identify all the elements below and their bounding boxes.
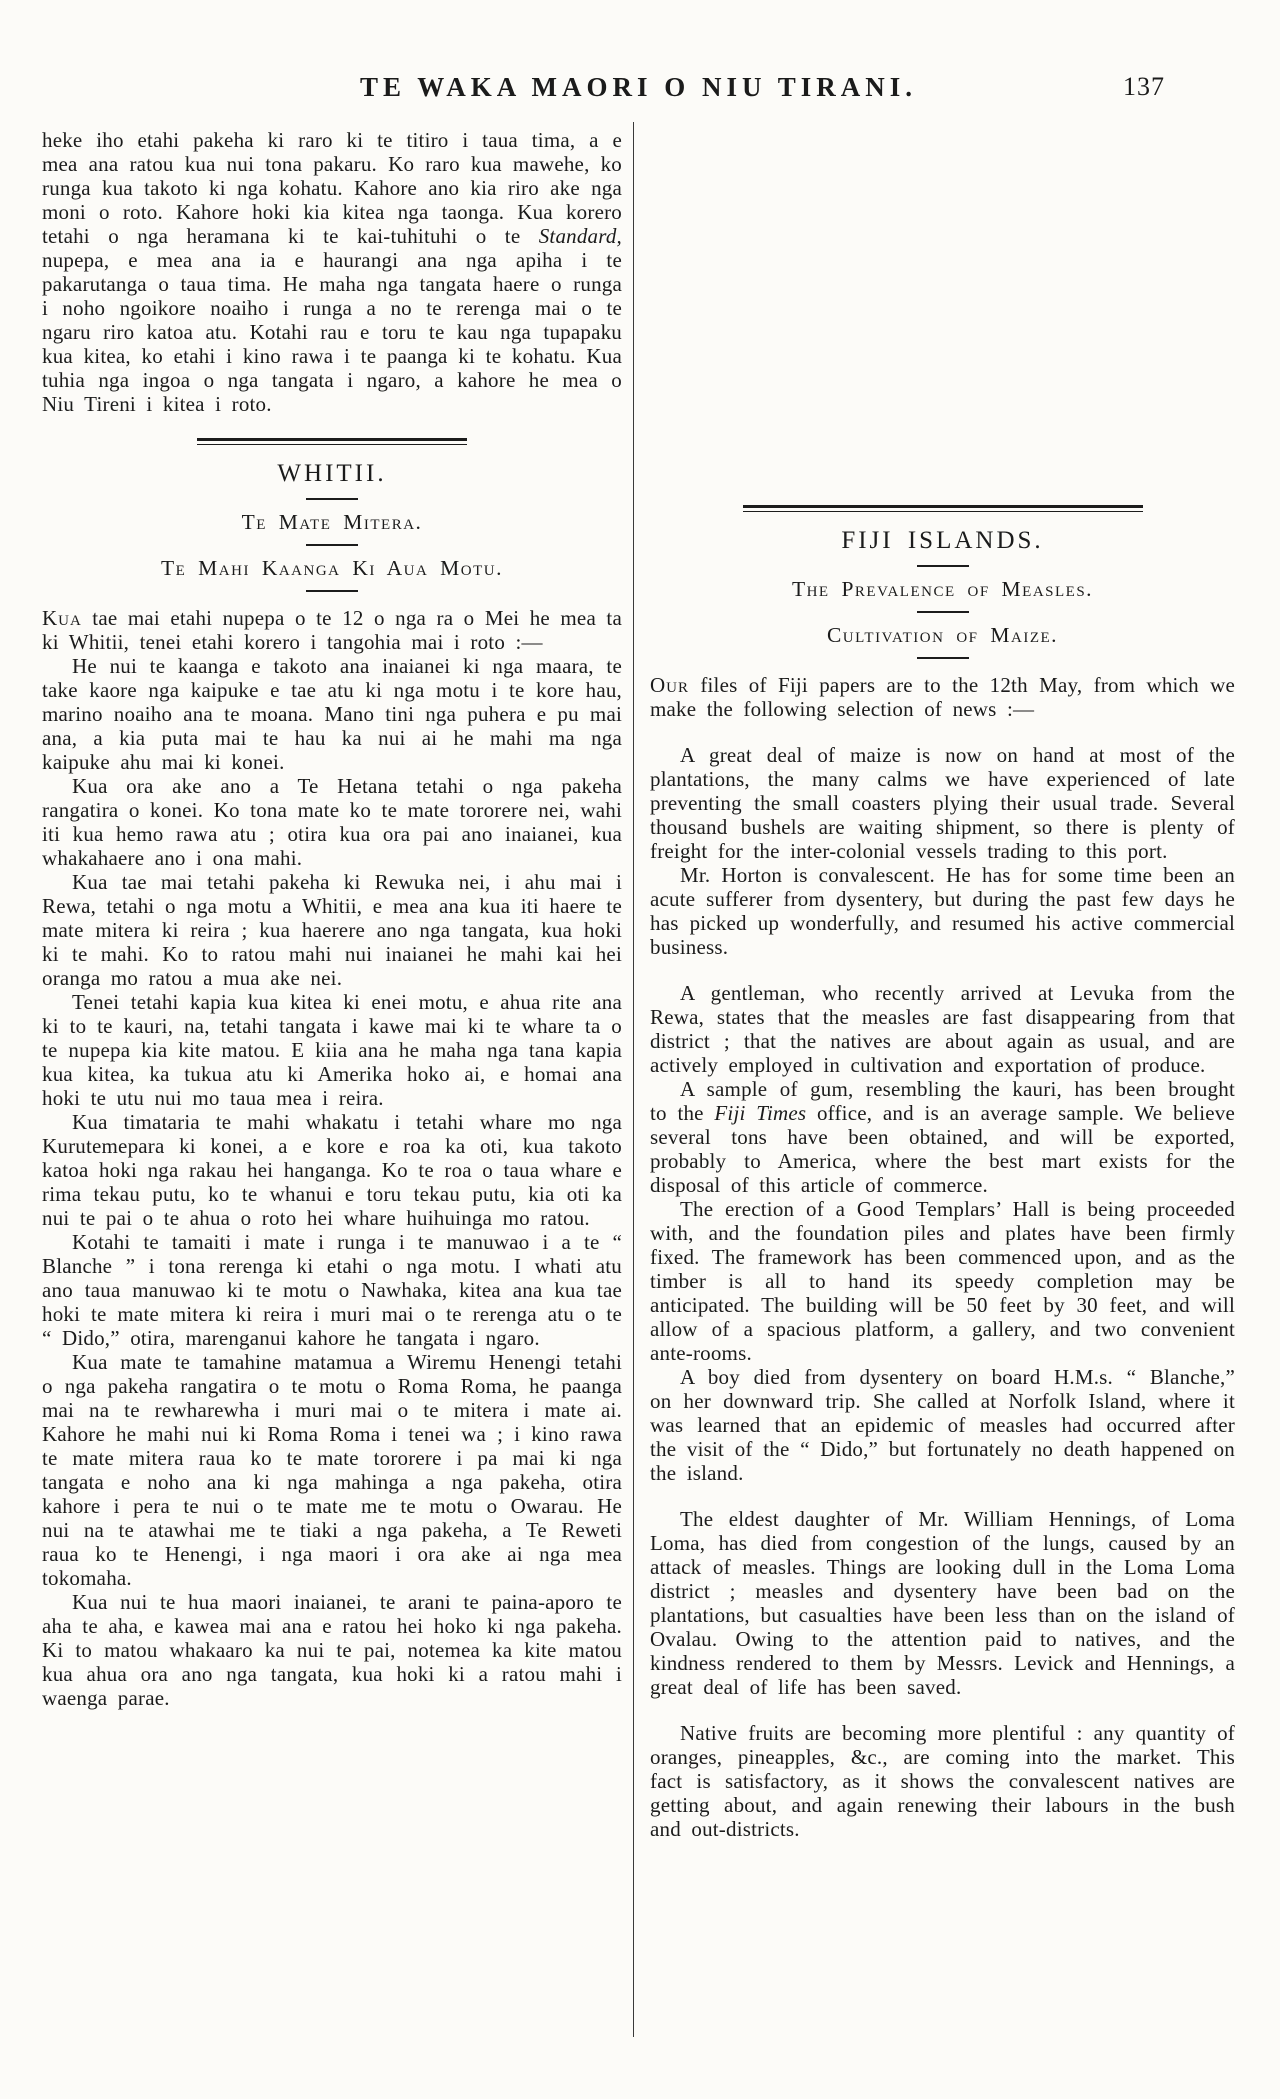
paragraph <box>650 863 1235 959</box>
section-heading-fiji-islands: FIJI ISLANDS. <box>841 527 1044 554</box>
subheading-te-mate-mitera: Te Mate Mitera. <box>241 510 423 534</box>
paragraph <box>650 743 1235 863</box>
text-run: Fiji Times <box>714 1101 807 1125</box>
right-section-head <box>650 505 1235 659</box>
text-run: Kua tae mai tetahi pakeha ki Rewuka nei, i ahu mai i Rewa, tetahi o nga motu a Whitii, e mea ana kua iti haere te mate mitera ki reira ; kua haerere ano nga tangata, kua hoki ki te mahi. Ko to ratou mahi nui inaianei he mahi kai hei oranga mo ratou a mua ake nei. <box>42 870 622 990</box>
text-run: heke iho etahi pakeha ki raro ki te titiro i taua tima, a e mea ana ratou kua nui tona pakaru. Ko raro kua mawehe, ko runga kua takoto ki nga kohatu. Kahore ano kia riro ake nga moni o roto. Kahore hoki kia kitea nga taonga. Kua korero tetahi o nga heramana ki te kai-tuhituhi o te <box>42 128 622 248</box>
paragraph <box>650 1077 1235 1197</box>
text-run: Kua ora ake ano a Te Hetana tetahi o nga pakeha rangatira o konei. Ko tona mate ko te mate tororere nei, wahi iti kua hemo rawa atu ; otira kua ora pai ano inaianei, kua whakahaere ano i ona mahi. <box>42 774 622 870</box>
text-run: The eldest daughter of Mr. William Hennings, of Loma Loma, has died from congestion of the lungs, caused by an attack of measles. Things are looking dull in the Loma Loma district ; measles and dysentery have been bad on the plantations, but casualties have been less than on the island of Ovalau. Owing to the attention paid to natives, and the kindness rendered to them by Messrs. Levick and Hennings, a great deal of life has been saved. <box>650 1507 1235 1699</box>
text-run: office, and is an average sample. We believe several tons have been obtained, and will be exported, probably to America, where the best mart exists for the disposal of this article of commerce. <box>650 1101 1236 1197</box>
separator-rule <box>306 498 358 500</box>
text-run: Native fruits are becoming more plentiful : any quantity of oranges, pineapples, &c., are coming into the market. This fact is satisfactory, as it shows the convalescent natives are getting about, and again renewing their labours in the bush and out-districts. <box>650 1721 1235 1841</box>
text-run: A gentleman, who recently arrived at Levuka from the Rewa, states that the measles are fast disappearing from that district ; that the natives are about again as usual, and are actively employed in cultivation and exportation of produce. <box>650 981 1235 1077</box>
paragraph <box>650 1365 1235 1485</box>
separator-rule <box>917 565 969 567</box>
text-run: Tenei tetahi kapia kua kitea ki enei motu, e ahua rite ana ki to te kauri, na, tetahi tangata i kawe mai ki te whare ta o te nupepa kia kite matou. E kiia ana he maha nga tana kapia kua kitea, ka tukua atu ki Amerika hoko ai, e homai ana hoki te utu nui mo taua mea i reira. <box>42 990 622 1110</box>
text-run: Standard, <box>538 224 622 248</box>
paragraph <box>42 1350 622 1590</box>
paragraph <box>42 1110 622 1230</box>
paragraph <box>650 981 1235 1077</box>
left-column <box>42 128 622 1710</box>
text-run: A sample of gum, resembling the kauri, has been brought to the <box>650 1077 1235 1125</box>
right-section-paragraphs <box>650 673 1235 1841</box>
separator-rule <box>306 590 358 592</box>
section-heading-whitii: WHITII. <box>277 460 387 487</box>
double-rule <box>743 505 1143 512</box>
paragraph <box>650 1197 1235 1365</box>
text-run: Kotahi te tamaiti i mate i runga i te manuwao i a te “ Blanche ” i tona rerenga ki etahi o nga motu. I whati atu ano taua manuwao ki te motu o Nawhaka, kitea ana kua tae hoki te mate mitera ki reira i muri mai o te rerenga atu o te “ Dido,” otira, marenganui kahore he tangata i ngaro. <box>42 1230 622 1350</box>
subheading-prevalence-of-measles: The Prevalence of Measles. <box>791 577 1094 601</box>
paragraph <box>42 870 622 990</box>
text-run: Kua timataria te mahi whakatu i tetahi whare mo nga Kurutemepara ki konei, a e kore e roa ka oti, kua takoto katoa hoki nga rakau hei hanganga. Ko te roa o taua whare e rima tekau putu, ko te whanui e toru tekau putu, kia oti ka nui te pai o te ahua o roto hei whare huihuinga mo ratou. <box>42 1110 622 1230</box>
subheading-te-mahi-kaanga: Te Mahi Kaanga Ki Aua Motu. <box>161 556 503 580</box>
text-run: Kua mate te tamahine matamua a Wiremu Henengi tetahi o nga pakeha rangatira o te motu o Roma Roma, he paanga mai na te rewharewha i muri mai o te mitera i mate ai. Kahore he mahi nui ki Roma Roma i tenei wa ; i kino rawa te mate mitera raua ko te mate tororere i pa mai ki nga tangata e noho ana ki nga mahinga a nga pakeha, otira kahore i pera te nui o te mate me te motu o Owarau. He nui na te atawhai me te tiaki a nga pakeha, a Te Reweti raua ko te Henengi, i nga maori i ora ake ai nga mea tokomaha. <box>42 1350 622 1590</box>
text-run: Kua <box>42 606 82 630</box>
paragraph <box>42 990 622 1110</box>
paragraph <box>42 1590 622 1710</box>
left-intro-paragraphs <box>42 128 622 416</box>
paragraph <box>42 1230 622 1350</box>
left-section-paragraphs <box>42 606 622 1710</box>
separator-rule <box>917 611 969 613</box>
left-section-head <box>42 438 622 592</box>
text-run: nupepa, e mea ana ia e haurangi ana nga apiha i te pakarutanga o taua tima. He maha nga tangata haere o runga i noho ngoikore noaiho i runga a no te rerenga mai o te ngaru riro katoa atu. Kotahi rau e toru te kau nga tupapaku kua kitea, ko etahi i kino rawa i te paanga ki te kohatu. Kua tuhia nga ingoa o nga tangata i ngaro, a kahore he mea o Niu Tireni i kitea i roto. <box>42 248 622 416</box>
text-run: Our <box>650 673 690 697</box>
text-run: Kua nui te hua maori inaianei, te arani te paina-aporo te aha te aha, e kawea mai ana e ratou hei hoko ki nga pakeha. Ki to matou whakaaro ka nui te pai, notemea ka kite matou kua ahua ora ano nga tangata, kua hoki ki a ratou mahi i waenga parae. <box>42 1590 622 1710</box>
text-run: A boy died from dysentery on board H.M.s. “ Blanche,” on her downward trip. She called at Norfolk Island, where it was learned that an epidemic of measles had occurred after the visit of the “ Dido,” but fortunately no death happened on the island. <box>650 1365 1235 1485</box>
text-run: Mr. Horton is convalescent. He has for some time been an acute sufferer from dysentery, but during the past few days he has picked up wonderfully, and resumed his active commercial business. <box>650 863 1235 959</box>
text-run: files of Fiji papers are to the 12th May, from which we make the following selection of news :— <box>650 673 1235 721</box>
right-column <box>650 505 1235 1841</box>
text-run: He nui te kaanga e takoto ana inaianei ki nga maara, te take kaore nga kaipuke e tae atu ki nga motu i te kore hau, marino noaiho ana te moana. Mano tini nga puhera e pu mai ana, a kia puta mai te hau ka nui ai he mahi ma nga kaipuke ahu mai ki konei. <box>42 654 622 774</box>
text-run: tae mai etahi nupepa o te 12 o nga ra o Mei he mea ta ki Whitii, tenei etahi korero i tangohia mai i roto :— <box>42 606 622 654</box>
paragraph <box>42 774 622 870</box>
masthead-title: TE WAKA MAORI O NIU TIRANI. <box>359 72 918 102</box>
subheading-cultivation-of-maize: Cultivation of Maize. <box>826 623 1059 647</box>
paragraph <box>42 128 622 416</box>
paragraph <box>650 1507 1235 1699</box>
paragraph <box>42 654 622 774</box>
double-rule <box>197 438 467 445</box>
paragraph <box>650 1721 1235 1841</box>
paragraph <box>42 606 622 654</box>
separator-rule <box>306 544 358 546</box>
separator-rule <box>917 657 969 659</box>
text-run: A great deal of maize is now on hand at most of the plantations, the many calms we have experienced of late preventing the small coasters plying their usual trade. Several thousand bushels are waiting shipment, so there is plenty of freight for the inter-colonial vessels trading to this port. <box>650 743 1235 863</box>
column-divider <box>633 122 634 2037</box>
paragraph <box>650 673 1235 721</box>
page-number: 137 <box>1123 72 1165 101</box>
text-run: The erection of a Good Templars’ Hall is being proceeded with, and the foundation piles and plates have been firmly fixed. The framework has been commenced upon, and as the timber is all to hand its speedy completion may be anticipated. The building will be 50 feet by 30 feet, and will allow of a spacious platform, a gallery, and two convenient ante-rooms. <box>650 1197 1235 1365</box>
